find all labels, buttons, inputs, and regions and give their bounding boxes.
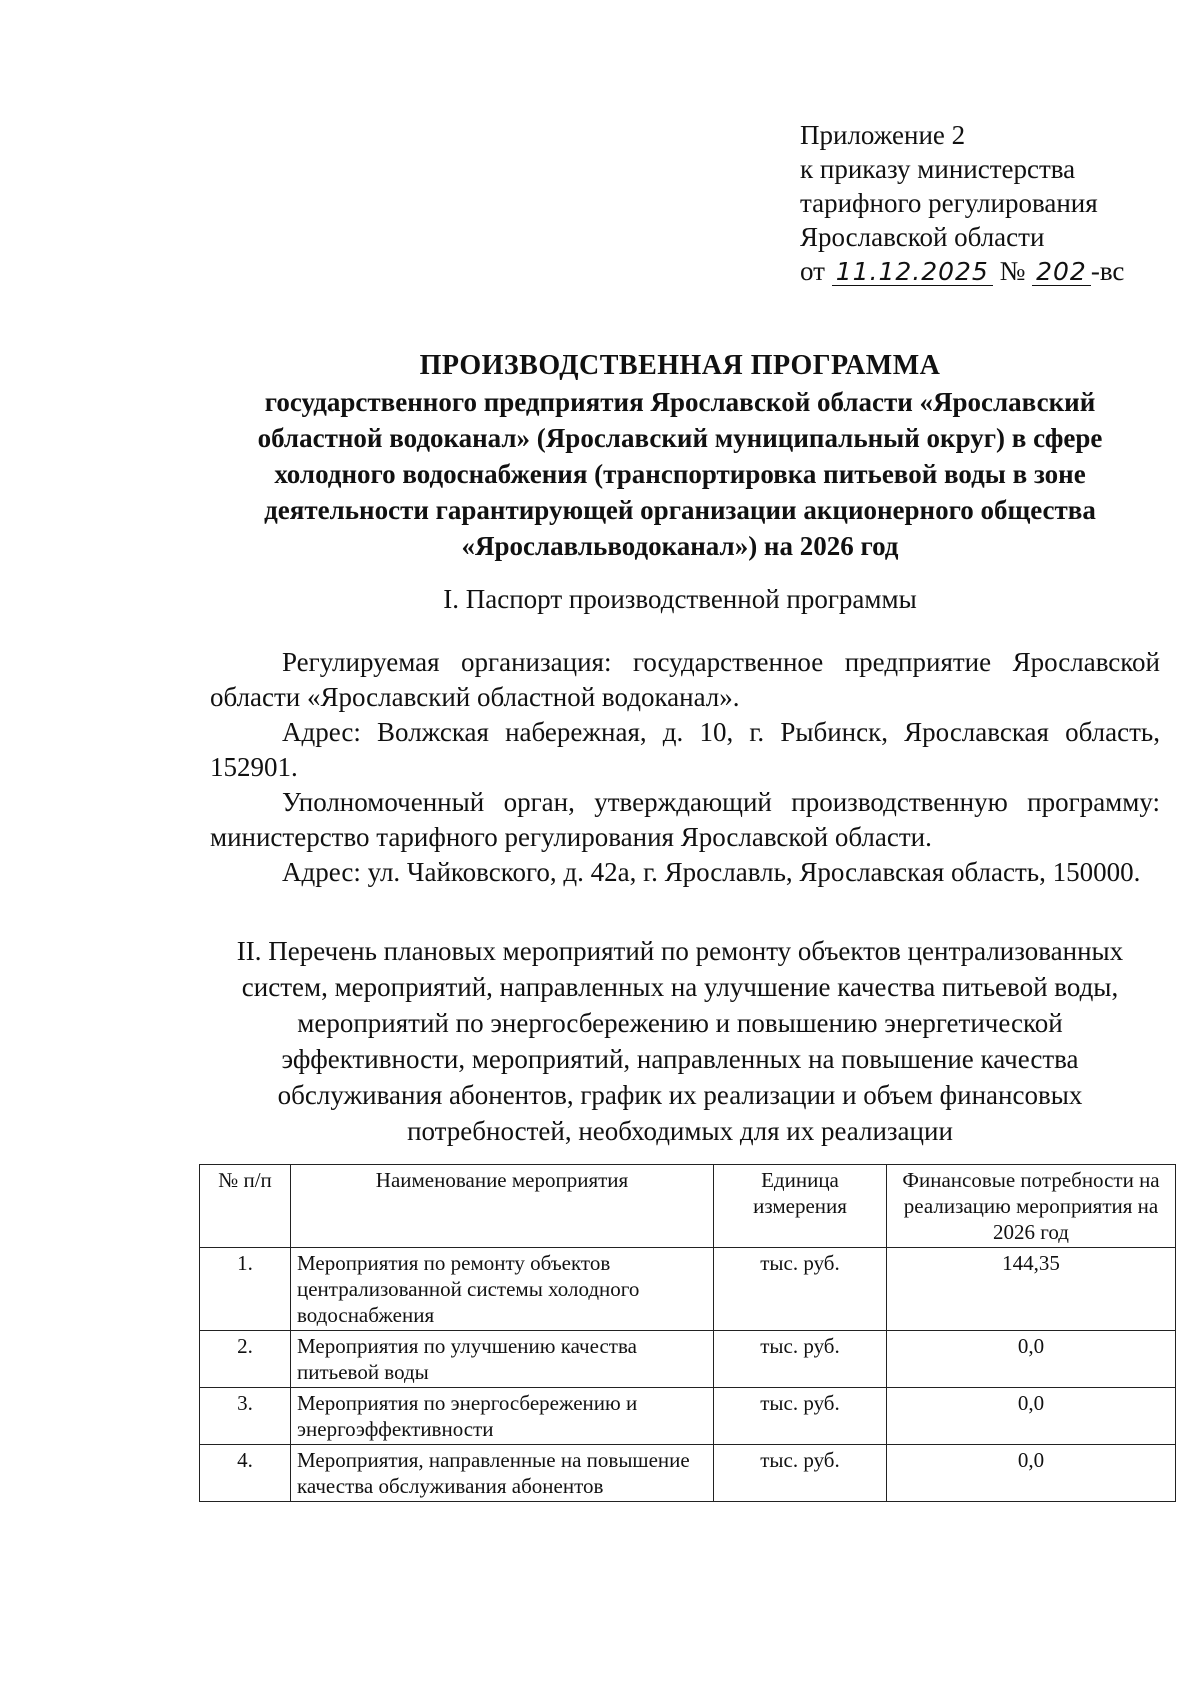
title-line: «Ярославльводоканал») на 2026 год — [461, 531, 899, 561]
events-table — [199, 1164, 1176, 1502]
row-unit: тыс. руб. — [714, 1388, 887, 1445]
row-value: 0,0 — [887, 1388, 1176, 1445]
section-1-heading: I. Паспорт производственной программы — [443, 584, 917, 614]
table-header-row — [200, 1165, 1176, 1248]
passport-text — [210, 645, 1160, 890]
appendix-line: к приказу министерства — [800, 154, 1076, 184]
row-unit: тыс. руб. — [714, 1445, 887, 1502]
passport-paragraph: Адрес: ул. Чайковского, д. 42а, г. Ярославль, Ярославская область, 150000. — [282, 857, 1141, 887]
section-2-heading-line: мероприятий по энергосбережению и повышению энергетической — [297, 1008, 1063, 1038]
section-2-heading-line: потребностей, необходимых для их реализации — [407, 1116, 953, 1146]
section-2-heading-line: обслуживания абонентов, график их реализации и объем финансовых — [277, 1080, 1083, 1110]
row-value: 144,35 — [887, 1248, 1176, 1331]
row-name: Мероприятия по улучшению качества питьевой воды — [291, 1331, 714, 1388]
section-2-heading — [200, 933, 1160, 1149]
row-value: 0,0 — [887, 1331, 1176, 1388]
title-line: холодного водоснабжения (транспортировка питьевой воды в зоне — [274, 459, 1086, 489]
date-prefix: от — [800, 256, 825, 286]
appendix-line: Ярославской области — [800, 222, 1045, 252]
table-row — [200, 1331, 1176, 1388]
section-2-heading-line: систем, мероприятий, направленных на улучшение качества питьевой воды, — [241, 972, 1119, 1002]
passport-paragraph: Уполномоченный орган, утверждающий производственную программу: министерство тарифного регулирования Ярославской области. — [210, 787, 1160, 852]
number-sign: № — [999, 256, 1026, 286]
row-unit: тыс. руб. — [714, 1331, 887, 1388]
appendix-block — [800, 118, 1124, 288]
row-name: Мероприятия по ремонту объектов централизованной системы холодного водоснабжения — [291, 1248, 714, 1331]
table-row — [200, 1388, 1176, 1445]
row-value: 0,0 — [887, 1445, 1176, 1502]
row-num: 3. — [200, 1388, 291, 1445]
row-name: Мероприятия по энергосбережению и энергоэффективности — [291, 1388, 714, 1445]
section-2-heading-line: эффективности, мероприятий, направленных на повышение качества — [281, 1044, 1079, 1074]
table-row — [200, 1248, 1176, 1331]
row-num: 1. — [200, 1248, 291, 1331]
title-line: деятельности гарантирующей организации акционерного общества — [264, 495, 1096, 525]
row-num: 4. — [200, 1445, 291, 1502]
header-name: Наименование мероприятия — [291, 1165, 714, 1248]
title-line: областной водоканал» (Ярославский муниципальный округ) в сфере — [257, 423, 1103, 453]
handwritten-date: 11.12.2025 — [832, 259, 993, 286]
table-row — [200, 1445, 1176, 1502]
passport-paragraph: Адрес: Волжская набережная, д. 10, г. Рыбинск, Ярославская область, 152901. — [210, 717, 1160, 782]
row-unit: тыс. руб. — [714, 1248, 887, 1331]
header-unit: Единица измерения — [714, 1165, 887, 1248]
passport-paragraph: Регулируемая организация: государственное предприятие Ярославской области «Ярославский областной водоканал». — [210, 647, 1160, 712]
handwritten-number: 202 — [1032, 259, 1091, 286]
appendix-line: тарифного регулирования — [800, 188, 1098, 218]
appendix-line: Приложение 2 — [800, 120, 966, 150]
section-2-heading-line: II. Перечень плановых мероприятий по ремонту объектов централизованных — [236, 936, 1124, 966]
header-finance: Финансовые потребности на реализацию мероприятия на 2026 год — [887, 1165, 1176, 1248]
title-line: государственного предприятия Ярославской области «Ярославский — [264, 387, 1096, 417]
row-name: Мероприятия, направленные на повышение качества обслуживания абонентов — [291, 1445, 714, 1502]
row-num: 2. — [200, 1331, 291, 1388]
order-date-number — [800, 254, 1124, 288]
header-num: № п/п — [200, 1165, 291, 1248]
document-title — [200, 348, 1160, 564]
number-suffix: -вс — [1090, 256, 1125, 286]
title-main: ПРОИЗВОДСТВЕННАЯ ПРОГРАММА — [419, 350, 941, 381]
